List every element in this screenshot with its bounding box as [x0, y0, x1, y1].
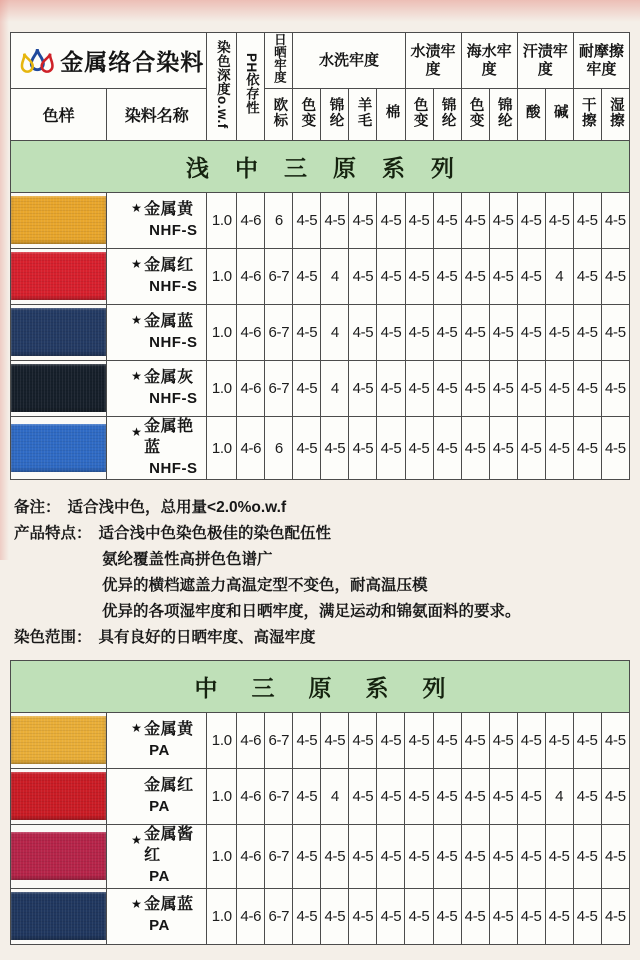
color-swatch-cell	[11, 193, 107, 249]
star-icon: ★	[131, 201, 142, 215]
sub-header	[601, 89, 629, 141]
column-header-ph	[237, 33, 265, 141]
fastness-value: 4-5	[517, 305, 545, 361]
fastness-value: 4-5	[293, 361, 321, 417]
lightfastness-value: 6	[265, 417, 293, 480]
dye-name: 金属黄	[144, 721, 194, 739]
fastness-value: 4-5	[517, 713, 545, 769]
color-swatch-cell	[11, 769, 107, 825]
column-header-depth-label: 染色深度o.w.f	[214, 39, 230, 129]
fastness-value: 4-5	[573, 249, 601, 305]
ph-value: 4-6	[237, 769, 265, 825]
dye-row	[11, 713, 630, 769]
fastness-value: 4-5	[405, 769, 433, 825]
star-icon: ★	[131, 425, 142, 439]
dye-name: 金属红	[144, 777, 194, 795]
sub-header-label: 棉	[383, 104, 400, 120]
star-icon: ★	[131, 833, 142, 848]
fastness-value: 4	[321, 305, 349, 361]
fastness-value: 4-5	[405, 361, 433, 417]
fastness-value: 4-5	[517, 193, 545, 249]
fastness-value: 4-5	[377, 193, 405, 249]
dye-row	[11, 305, 630, 361]
fastness-value: 4-5	[545, 888, 573, 944]
fastness-value: 4-5	[601, 249, 629, 305]
depth-value: 1.0	[207, 305, 237, 361]
dye-row	[11, 888, 630, 944]
fastness-value: 4-5	[321, 193, 349, 249]
dye-grade: NHF-S	[149, 221, 198, 239]
column-header-ph-label: PH依存性	[243, 53, 259, 115]
column-header-lightfastness	[265, 33, 293, 89]
dye-name-cell	[107, 825, 207, 888]
dye-name-cell	[107, 417, 207, 480]
lightfastness-value: 6-7	[265, 825, 293, 888]
color-swatch	[11, 308, 106, 356]
star-icon: ★	[131, 313, 142, 327]
fastness-value: 4-5	[433, 713, 461, 769]
scan-tint-left	[0, 0, 9, 560]
fastness-value: 4-5	[293, 888, 321, 944]
sub-header	[321, 89, 349, 141]
fastness-value: 4-5	[545, 193, 573, 249]
depth-value: 1.0	[207, 713, 237, 769]
column-header-depth	[207, 33, 237, 141]
ph-value: 4-6	[237, 417, 265, 480]
dye-row	[11, 249, 630, 305]
fastness-table-medium-trichromatic	[10, 660, 630, 944]
note-text: 优异的各项湿牢度和日晒牢度，满足运动和锦氨面料的要求。	[102, 603, 521, 621]
color-swatch-cell	[11, 249, 107, 305]
color-swatch-cell	[11, 888, 107, 944]
ph-value: 4-6	[237, 361, 265, 417]
series-banner	[11, 141, 630, 193]
ph-value: 4-6	[237, 713, 265, 769]
dye-grade: PA	[149, 867, 170, 885]
fastness-value: 4-5	[433, 888, 461, 944]
depth-value: 1.0	[207, 888, 237, 944]
sub-header	[545, 89, 573, 141]
lightfastness-value: 6-7	[265, 713, 293, 769]
fastness-value: 4-5	[405, 417, 433, 480]
fastness-value: 4-5	[321, 417, 349, 480]
fastness-value: 4-5	[405, 713, 433, 769]
dye-grade: NHF-S	[149, 459, 198, 477]
fastness-value: 4-5	[461, 888, 489, 944]
fastness-value: 4-5	[573, 825, 601, 888]
fastness-value: 4-5	[489, 769, 517, 825]
fastness-value: 4-5	[545, 417, 573, 480]
ph-value: 4-6	[237, 305, 265, 361]
fastness-value: 4-5	[377, 417, 405, 480]
fastness-value: 4-5	[377, 769, 405, 825]
fastness-value: 4	[321, 361, 349, 417]
fastness-value: 4-5	[293, 305, 321, 361]
sub-header-label: 锦纶	[439, 96, 456, 128]
fastness-value: 4-5	[489, 249, 517, 305]
fastness-value: 4-5	[433, 825, 461, 888]
fastness-value: 4-5	[377, 888, 405, 944]
note-label: 备注：	[14, 499, 61, 517]
dye-name: 金属红	[144, 256, 194, 274]
dye-row	[11, 193, 630, 249]
color-swatch	[11, 364, 106, 412]
fastness-value: 4-5	[573, 713, 601, 769]
dye-name-cell	[107, 888, 207, 944]
fastness-value: 4-5	[601, 769, 629, 825]
color-swatch	[11, 832, 106, 880]
fastness-value: 4-5	[573, 417, 601, 480]
dye-name: 金属灰	[144, 368, 194, 386]
ph-value: 4-6	[237, 825, 265, 888]
fastness-table-light-medium-trichromatic	[10, 32, 630, 480]
column-header-dye-name: 染料名称	[107, 89, 207, 141]
note-line	[14, 573, 628, 599]
dye-name-cell	[107, 769, 207, 825]
fastness-value: 4-5	[573, 769, 601, 825]
sub-header	[377, 89, 405, 141]
note-text: 优异的横档遮盖力高温定型不变色，耐高温压模	[102, 577, 428, 595]
fastness-value: 4-5	[601, 361, 629, 417]
fastness-value: 4-5	[545, 825, 573, 888]
dye-name: 金属蓝	[144, 896, 194, 914]
color-swatch	[11, 252, 106, 300]
fastness-value: 4-5	[377, 305, 405, 361]
dye-name: 金属黄	[144, 200, 194, 218]
fastness-value: 4-5	[489, 361, 517, 417]
color-swatch-cell	[11, 361, 107, 417]
fastness-value: 4-5	[377, 249, 405, 305]
fastness-value: 4-5	[601, 417, 629, 480]
fastness-value: 4-5	[433, 417, 461, 480]
brand-title: 金属络合染料	[60, 49, 205, 75]
group-header: 耐摩擦牢度	[573, 33, 629, 89]
sub-header	[433, 89, 461, 141]
fastness-value: 4-5	[461, 417, 489, 480]
dye-catalog-page	[10, 32, 630, 945]
fastness-value: 4-5	[349, 361, 377, 417]
sub-header-label: 湿擦	[607, 96, 624, 128]
fastness-value: 4-5	[461, 193, 489, 249]
fastness-value: 4-5	[573, 193, 601, 249]
star-icon: ★	[131, 896, 142, 911]
dye-grade: PA	[149, 741, 170, 759]
color-swatch-cell	[11, 825, 107, 888]
fastness-value: 4	[321, 249, 349, 305]
color-swatch	[11, 772, 106, 820]
lightfastness-value: 6-7	[265, 249, 293, 305]
dye-row	[11, 825, 630, 888]
lightfastness-value: 6-7	[265, 361, 293, 417]
fastness-value: 4-5	[349, 769, 377, 825]
note-line	[14, 599, 628, 625]
notes-block	[14, 495, 628, 651]
fastness-value: 4-5	[433, 305, 461, 361]
note-label: 产品特点：	[14, 525, 92, 543]
fastness-value: 4-5	[461, 361, 489, 417]
ph-value: 4-6	[237, 249, 265, 305]
lightfastness-value: 6	[265, 193, 293, 249]
color-swatch-cell	[11, 417, 107, 480]
dye-grade: NHF-S	[149, 333, 198, 351]
column-header-sample: 色样	[11, 89, 107, 141]
brand-cell	[11, 33, 207, 89]
lightfastness-value: 6-7	[265, 769, 293, 825]
droplets-logo-icon	[17, 36, 58, 85]
fastness-value: 4-5	[601, 193, 629, 249]
fastness-value: 4-5	[517, 417, 545, 480]
dye-row	[11, 361, 630, 417]
fastness-value: 4-5	[405, 193, 433, 249]
sub-header	[489, 89, 517, 141]
dye-name-cell	[107, 305, 207, 361]
fastness-value: 4-5	[489, 417, 517, 480]
series-banner-label: 浅中三原系列	[186, 155, 480, 181]
fastness-value: 4-5	[321, 825, 349, 888]
note-line	[14, 625, 628, 651]
fastness-value: 4-5	[489, 888, 517, 944]
note-text: 适合浅中色染色极佳的染色配伍性	[98, 525, 332, 543]
fastness-value: 4-5	[349, 825, 377, 888]
sub-header-label: 锦纶	[495, 96, 512, 128]
fastness-value: 4-5	[545, 361, 573, 417]
fastness-value: 4-5	[517, 825, 545, 888]
fastness-value: 4-5	[293, 825, 321, 888]
note-text: 具有良好的日晒牢度、高湿牢度	[98, 629, 316, 647]
series-banner	[11, 661, 630, 713]
fastness-value: 4-5	[489, 193, 517, 249]
fastness-value: 4-5	[545, 305, 573, 361]
dye-name-cell	[107, 193, 207, 249]
dye-row	[11, 417, 630, 480]
sub-header	[517, 89, 545, 141]
fastness-value: 4-5	[517, 769, 545, 825]
fastness-value: 4	[545, 769, 573, 825]
depth-value: 1.0	[207, 361, 237, 417]
fastness-value: 4-5	[405, 888, 433, 944]
dye-name: 金属蓝	[144, 312, 194, 330]
fastness-value: 4-5	[349, 249, 377, 305]
fastness-value: 4-5	[573, 361, 601, 417]
depth-value: 1.0	[207, 193, 237, 249]
dye-name-cell	[107, 713, 207, 769]
color-swatch-cell	[11, 305, 107, 361]
ph-value: 4-6	[237, 888, 265, 944]
sub-header	[349, 89, 377, 141]
fastness-value: 4-5	[545, 713, 573, 769]
fastness-value: 4-5	[377, 713, 405, 769]
dye-name-cell	[107, 249, 207, 305]
brand-logo-group	[11, 34, 206, 87]
column-header-eu-standard	[265, 89, 293, 141]
group-header: 水渍牢度	[405, 33, 461, 89]
group-header: 水洗牢度	[293, 33, 405, 89]
dye-grade: PA	[149, 917, 170, 935]
lightfastness-value: 6-7	[265, 888, 293, 944]
color-swatch	[11, 716, 106, 764]
dye-grade: NHF-S	[149, 389, 198, 407]
note-label: 染色范围：	[14, 629, 92, 647]
dye-name: 金属艳蓝	[144, 418, 194, 456]
fastness-value: 4-5	[461, 305, 489, 361]
fastness-value: 4-5	[489, 305, 517, 361]
fastness-value: 4-5	[321, 888, 349, 944]
fastness-value: 4-5	[405, 305, 433, 361]
fastness-value: 4-5	[349, 417, 377, 480]
sub-header-label: 锦纶	[327, 96, 344, 128]
fastness-value: 4-5	[349, 305, 377, 361]
fastness-value: 4-5	[349, 888, 377, 944]
fastness-value: 4-5	[293, 193, 321, 249]
fastness-value: 4-5	[573, 305, 601, 361]
note-line	[14, 547, 628, 573]
sub-header-label: 干擦	[579, 96, 596, 128]
sub-header	[405, 89, 433, 141]
star-icon: ★	[131, 369, 142, 383]
depth-value: 1.0	[207, 417, 237, 480]
fastness-value: 4-5	[461, 769, 489, 825]
scan-tint-top	[0, 0, 640, 22]
ph-value: 4-6	[237, 193, 265, 249]
sub-header	[461, 89, 489, 141]
fastness-value: 4-5	[433, 361, 461, 417]
fastness-value: 4-5	[377, 361, 405, 417]
dye-row	[11, 769, 630, 825]
color-swatch	[11, 424, 106, 472]
fastness-value: 4-5	[349, 713, 377, 769]
sub-header-label: 色变	[467, 96, 484, 128]
fastness-value: 4-5	[433, 769, 461, 825]
fastness-value: 4-5	[489, 713, 517, 769]
column-header-lightfastness-label: 日晒牢度	[272, 33, 287, 83]
dye-name-cell	[107, 361, 207, 417]
fastness-value: 4-5	[601, 888, 629, 944]
fastness-value: 4-5	[517, 249, 545, 305]
lightfastness-value: 6-7	[265, 305, 293, 361]
dye-grade: PA	[149, 797, 170, 815]
color-swatch-cell	[11, 713, 107, 769]
fastness-value: 4-5	[461, 249, 489, 305]
fastness-value: 4-5	[517, 361, 545, 417]
dye-grade: NHF-S	[149, 277, 198, 295]
note-text: 氨纶覆盖性高拼色色谱广	[102, 551, 273, 569]
depth-value: 1.0	[207, 769, 237, 825]
column-header-eu-standard-label: 欧标	[271, 96, 288, 128]
group-header: 海水牢度	[461, 33, 517, 89]
sub-header-label: 羊毛	[355, 96, 372, 128]
dye-name: 金属酱红	[144, 826, 194, 865]
sub-header-label: 碱	[551, 104, 568, 120]
fastness-value: 4-5	[349, 193, 377, 249]
fastness-value: 4-5	[601, 713, 629, 769]
fastness-value: 4-5	[433, 249, 461, 305]
note-line	[14, 521, 628, 547]
fastness-value: 4-5	[405, 825, 433, 888]
sub-header	[293, 89, 321, 141]
sub-header-label: 色变	[411, 96, 428, 128]
star-icon: ★	[131, 721, 142, 736]
fastness-value: 4-5	[293, 713, 321, 769]
note-line	[14, 495, 628, 521]
fastness-value: 4-5	[601, 305, 629, 361]
fastness-value: 4-5	[433, 193, 461, 249]
group-header: 汗渍牢度	[517, 33, 573, 89]
sub-header-label: 酸	[523, 104, 540, 120]
star-icon: ★	[131, 257, 142, 271]
fastness-value: 4-5	[489, 825, 517, 888]
fastness-value: 4-5	[321, 713, 349, 769]
fastness-value: 4-5	[377, 825, 405, 888]
depth-value: 1.0	[207, 825, 237, 888]
depth-value: 1.0	[207, 249, 237, 305]
fastness-value: 4-5	[293, 417, 321, 480]
fastness-value: 4-5	[601, 825, 629, 888]
fastness-value: 4-5	[517, 888, 545, 944]
fastness-value: 4	[321, 769, 349, 825]
color-swatch	[11, 892, 106, 940]
fastness-value: 4-5	[461, 713, 489, 769]
sub-header-label: 色变	[299, 96, 316, 128]
fastness-value: 4-5	[293, 769, 321, 825]
color-swatch	[11, 196, 106, 244]
fastness-value: 4-5	[461, 825, 489, 888]
fastness-value: 4-5	[405, 249, 433, 305]
note-text: 适合浅中色，总用量<2.0%o.w.f	[67, 499, 287, 517]
fastness-value: 4	[545, 249, 573, 305]
fastness-value: 4-5	[573, 888, 601, 944]
fastness-value: 4-5	[293, 249, 321, 305]
series-banner-label: 中三原系列	[194, 675, 480, 702]
sub-header	[573, 89, 601, 141]
